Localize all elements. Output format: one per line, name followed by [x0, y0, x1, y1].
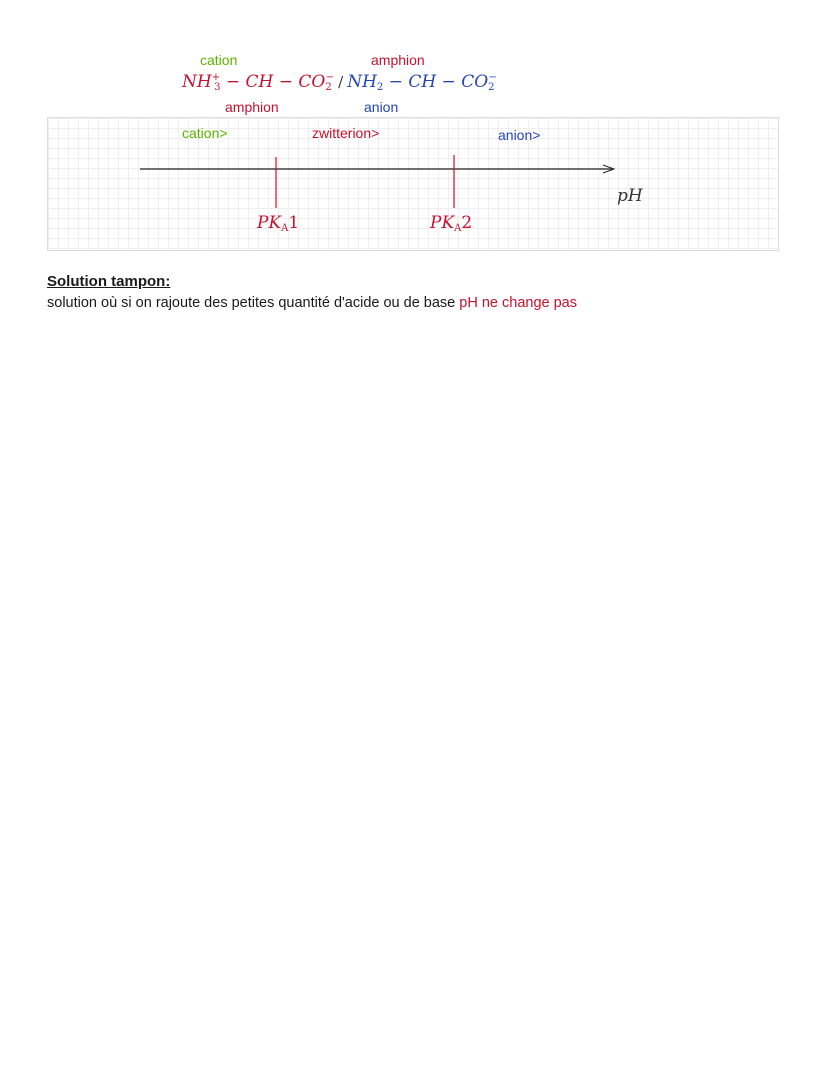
body-text-black: solution où si on rajoute des petites quantité d'acide ou de base — [47, 295, 460, 311]
zone-label-cation: cation> — [182, 125, 228, 141]
zone-label-anion: anion> — [498, 127, 541, 143]
formula-left-species: $NH^+_3$ − CH − $CO_2^-$ — [182, 72, 335, 93]
label-anion-bottom: anion — [364, 99, 399, 115]
label-amphion-top: amphion — [371, 52, 425, 68]
body-text-highlight: pH ne change pas — [459, 295, 577, 311]
section-body-text — [47, 295, 577, 311]
zone-label-zwitterion: zwitterion> — [312, 125, 380, 141]
section-heading: Solution tampon: — [47, 273, 171, 290]
ph-axis-drawing — [0, 0, 828, 260]
label-amphion-bottom: amphion — [225, 99, 279, 115]
formula-separator: / — [338, 73, 344, 91]
formula-right-species: $NH_2$ − CH − $CO_2^-$ — [347, 72, 497, 93]
label-cation-top: cation — [200, 52, 238, 68]
pk1-label: $PK_A1$ — [257, 213, 300, 234]
axis-label-ph: pH — [617, 186, 643, 206]
pk2-label: $PK_A2$ — [430, 213, 473, 234]
